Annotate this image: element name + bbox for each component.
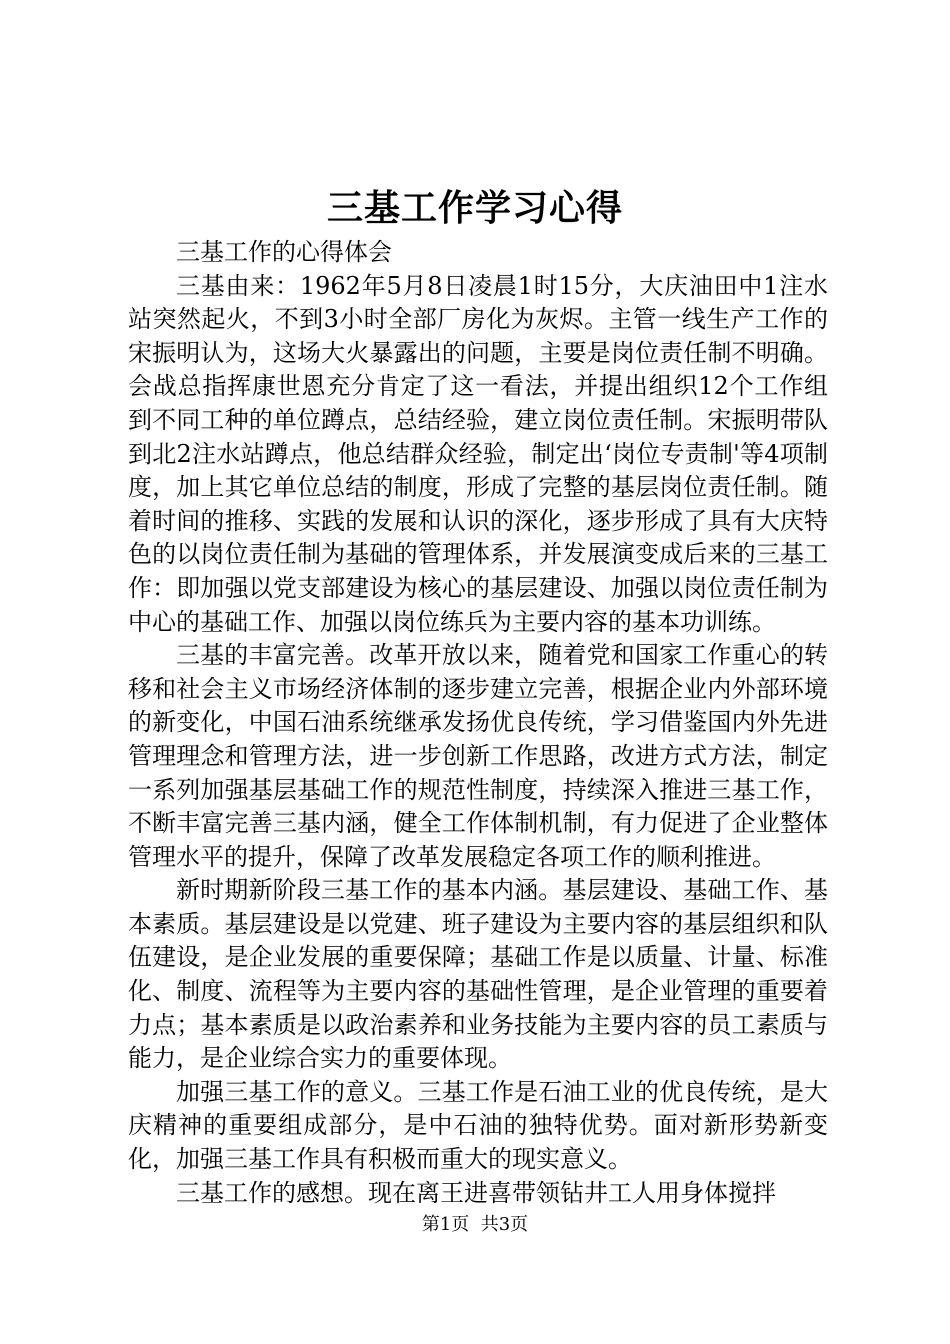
paragraph-reflection: 三基工作的感想。现在离王进喜带领钻井工人用身体搅拌	[176, 1178, 776, 1207]
paragraph-connotation: 新时期新阶段三基工作的基本内涵。基层建设、基础工作、基本素质。基层建设是以党建、班子建设为主要内容的基层组织和队伍建设，是企业发展的重要保障；基础工作是以质量、计量、标准化、制度、流程等为主要内容的基础性管理，是企业管理的重要着力点；基本素质是以政治素养和业务技能为主要内容的员工素质与能力，是企业综合实力的重要体现。	[128, 876, 828, 1073]
document-title: 三基工作学习心得	[326, 187, 623, 229]
paragraph-enrichment: 三基的丰富完善。改革开放以来，随着党和国家工作重心的转移和社会主义市场经济体制的逐步建立完善，根据企业内外部环境的新变化，中国石油系统继承发扬优良传统，学习借鉴国内外先进管理理念和管理方法，进一步创新工作思路，改进方式方法，制定一系列加强基层基础工作的规范性制度，持续深入推进三基工作，不断丰富完善三基内涵，健全工作体制机制，有力促进了企业整体管理水平的提升，保障了改革发展稳定各项工作的顺利推进。	[128, 641, 828, 871]
page-footer	[0, 1213, 950, 1237]
document-body	[128, 236, 828, 1210]
paragraph-origin: 三基由来：1962年5月8日凌晨1时15分，大庆油田中1注水站突然起火，不到3小时全部厂房化为灰烬。主管一线生产工作的宋振明认为，这场大火暴露出的问题，主要是岗位责任制不明确。会战总指挥康世恩充分肯定了这一看法，并提出组织12个工作组到不同工种的单位蹲点，总结经验，建立岗位责任制。宋振明带队到北2注水站蹲点，他总结群众经验，制定出‘岗位专责制'等4项制度，加上其它单位总结的制度，形成了完整的基层岗位责任制。随着时间的推移、实践的发展和认识的深化，逐步形成了具有大庆特色的以岗位责任制为基础的管理体系，并发展演变成后来的三基工作：即加强以党支部建设为核心的基层建设、加强以岗位责任制为中心的基础工作、加强以岗位练兵为主要内容的基本功训练。	[128, 271, 828, 636]
page-number-label: 第1页 共3页	[421, 1214, 529, 1235]
paragraph-significance: 加强三基工作的意义。三基工作是石油工业的优良传统，是大庆精神的重要组成部分，是中石油的独特优势。面对新形势新变化，加强三基工作具有积极而重大的现实意义。	[128, 1077, 828, 1174]
paragraph-subtitle: 三基工作的心得体会	[176, 238, 392, 266]
